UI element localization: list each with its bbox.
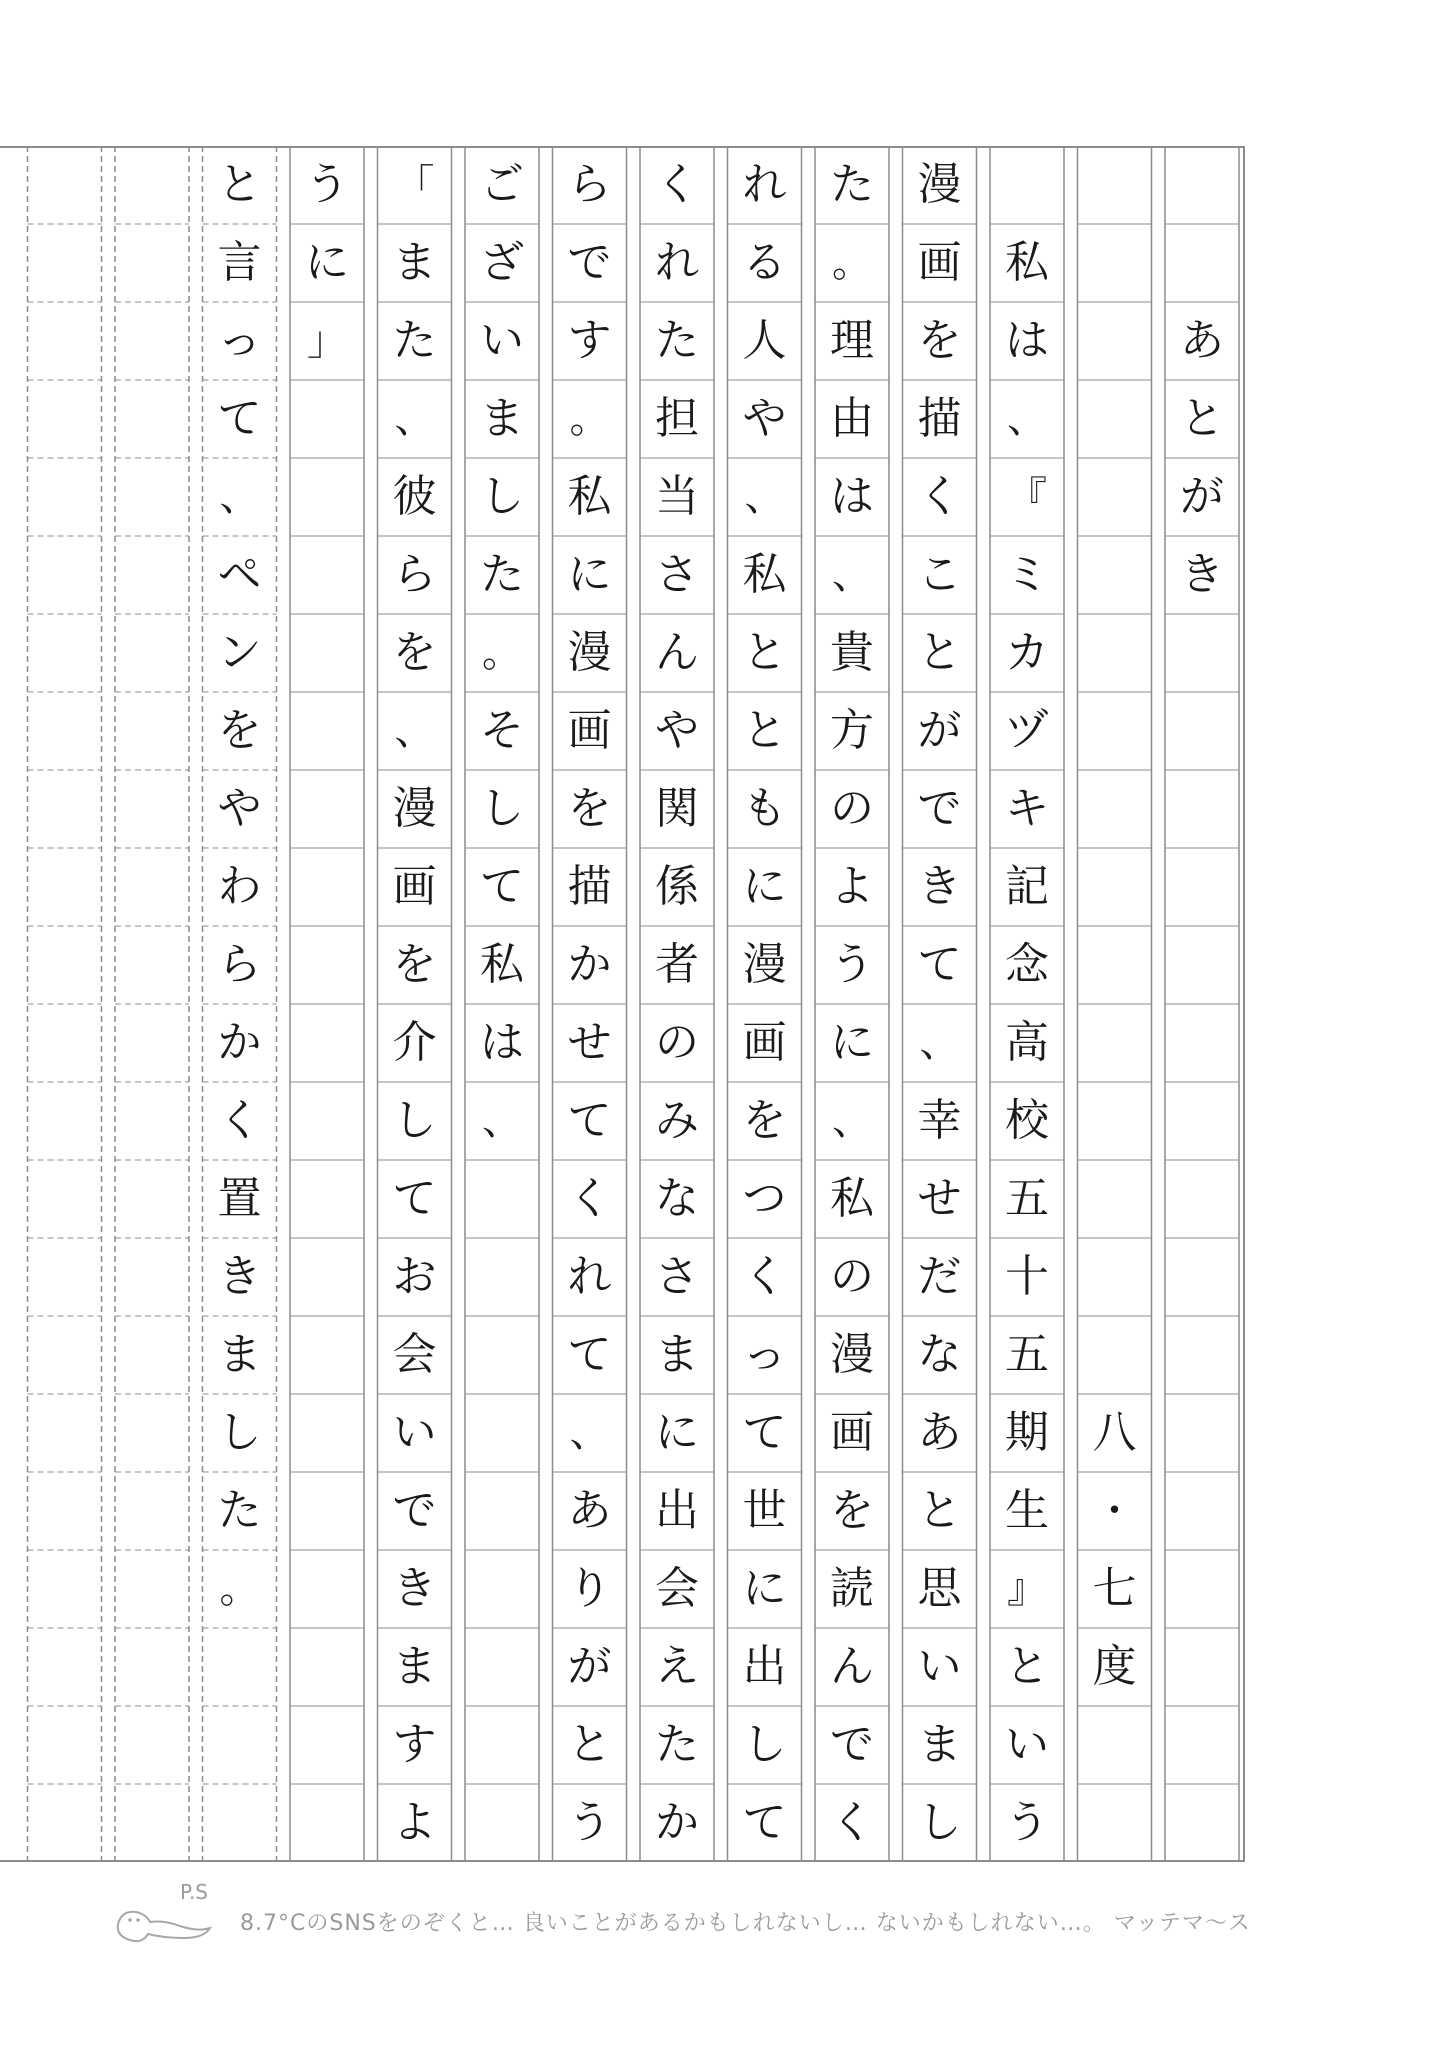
manuscript-char: や — [217, 783, 262, 834]
manuscript-char: ら — [567, 159, 612, 210]
manuscript-char: て — [392, 1173, 437, 1224]
manuscript-char: 画 — [830, 1407, 874, 1458]
manuscript-char: 貴 — [830, 627, 874, 678]
manuscript-char: す — [567, 315, 612, 366]
manuscript-char: ペ — [217, 549, 262, 600]
manuscript-char: な — [917, 1329, 962, 1380]
manuscript-char: 画 — [917, 237, 962, 288]
manuscript-char: っ — [217, 315, 262, 366]
manuscript-char: い — [1005, 1719, 1049, 1770]
manuscript-char: 漫 — [742, 939, 787, 990]
manuscript-column-line-1 — [990, 146, 1064, 1862]
manuscript-char: て — [742, 1797, 787, 1848]
manuscript-char: て — [742, 1407, 787, 1458]
manuscript-char: 七 — [1092, 1563, 1137, 1614]
manuscript-char: を — [392, 939, 437, 990]
manuscript-char: の — [655, 1017, 699, 1068]
manuscript-char: な — [655, 1173, 699, 1224]
manuscript-char: し — [480, 783, 524, 834]
manuscript-char: 』 — [1007, 1566, 1047, 1612]
manuscript-char: 言 — [217, 237, 262, 288]
manuscript-char: ご — [480, 159, 524, 210]
manuscript-char: 「 — [394, 162, 435, 208]
manuscript-char: た — [392, 315, 437, 366]
manuscript-char: 会 — [392, 1329, 437, 1380]
manuscript-char: 描 — [917, 393, 962, 444]
manuscript-char: た — [655, 315, 699, 366]
manuscript-char: の — [830, 783, 874, 834]
manuscript-char: 、 — [744, 474, 785, 520]
manuscript-char: を — [917, 315, 962, 366]
manuscript-char: 思 — [917, 1563, 962, 1614]
manuscript-char: り — [567, 1563, 612, 1614]
manuscript-char: 担 — [655, 393, 699, 444]
manuscript-char: き — [217, 1251, 262, 1302]
manuscript-column-line-7 — [465, 146, 539, 1862]
manuscript-char: よ — [830, 861, 874, 912]
manuscript-char: に — [742, 861, 787, 912]
manuscript-char: 。 — [569, 396, 610, 442]
manuscript-char: 、 — [832, 552, 872, 598]
manuscript-char: 出 — [655, 1485, 699, 1536]
manuscript-char: き — [392, 1563, 437, 1614]
manuscript-char: で — [917, 783, 962, 834]
manuscript-char: 出 — [742, 1641, 787, 1692]
manuscript-char: や — [742, 393, 787, 444]
manuscript-char: 理 — [830, 315, 874, 366]
manuscript-char: る — [742, 237, 787, 288]
manuscript-char: か — [567, 939, 612, 990]
manuscript-char: せ — [567, 1017, 612, 1068]
manuscript-char: 係 — [655, 861, 699, 912]
manuscript-char: 介 — [392, 1017, 437, 1068]
manuscript-char: と — [917, 627, 962, 678]
manuscript-char: 」 — [307, 318, 347, 364]
manuscript-char: に — [830, 1017, 874, 1068]
manuscript-char: と — [742, 705, 787, 756]
manuscript-char: を — [567, 783, 612, 834]
manuscript-char: し — [480, 471, 524, 522]
manuscript-char: の — [830, 1251, 874, 1302]
manuscript-char: 由 — [830, 393, 874, 444]
manuscript-char: ら — [217, 939, 262, 990]
manuscript-char: よ — [392, 1797, 437, 1848]
manuscript-char: を — [217, 705, 262, 756]
manuscript-char: て — [480, 861, 524, 912]
manuscript-char: と — [217, 159, 262, 210]
manuscript-char: 会 — [655, 1563, 699, 1614]
manuscript-char: 漫 — [917, 159, 962, 210]
manuscript-char: と — [1180, 393, 1224, 444]
manuscript-char: う — [567, 1797, 612, 1848]
manuscript-char: で — [567, 237, 612, 288]
manuscript-char: を — [392, 627, 437, 678]
manuscript-char: 画 — [567, 705, 612, 756]
manuscript-char: 人 — [742, 315, 787, 366]
manuscript-column-byline — [1078, 146, 1152, 1862]
manuscript-column-line-8 — [378, 146, 452, 1862]
manuscript-column-title — [1165, 146, 1239, 1862]
manuscript-char: う — [830, 939, 874, 990]
manuscript-char: く — [217, 1095, 262, 1146]
manuscript-char: ミ — [1005, 549, 1049, 600]
manuscript-char: と — [1005, 1641, 1049, 1692]
manuscript-char: う — [305, 159, 349, 210]
manuscript-char: 校 — [1005, 1095, 1049, 1146]
manuscript-char: ら — [392, 549, 437, 600]
manuscript-char: 記 — [1005, 861, 1049, 912]
manuscript-char: 描 — [567, 861, 612, 912]
manuscript-char: 高 — [1005, 1017, 1049, 1068]
manuscript-char: み — [655, 1095, 699, 1146]
manuscript-char: さ — [655, 1251, 699, 1302]
manuscript-char: 。 — [219, 1566, 260, 1612]
manuscript-char: 、 — [569, 1410, 610, 1456]
manuscript-char: が — [1180, 471, 1224, 522]
manuscript-char: 漫 — [567, 627, 612, 678]
manuscript-char: そ — [480, 705, 524, 756]
manuscript-char: 私 — [567, 471, 612, 522]
manuscript-char: ま — [655, 1329, 699, 1380]
manuscript-char: し — [742, 1719, 787, 1770]
manuscript-char: え — [655, 1641, 699, 1692]
manuscript-char: に — [567, 549, 612, 600]
manuscript-char: か — [217, 1017, 262, 1068]
manuscript-char: た — [217, 1485, 262, 1536]
manuscript-char: は — [830, 471, 874, 522]
manuscript-char: だ — [917, 1251, 962, 1302]
manuscript-char: ざ — [480, 237, 524, 288]
manuscript-char: せ — [917, 1173, 962, 1224]
manuscript-char: れ — [655, 237, 699, 288]
manuscript-char: 度 — [1092, 1641, 1137, 1692]
manuscript-char: う — [1005, 1797, 1049, 1848]
manuscript-char: て — [917, 939, 962, 990]
manuscript-char: 世 — [742, 1485, 787, 1536]
manuscript-char: ヅ — [1005, 705, 1049, 756]
manuscript-char: や — [655, 705, 699, 756]
manuscript-char: 十 — [1005, 1251, 1049, 1302]
manuscript-char: 五 — [1005, 1329, 1049, 1380]
manuscript-column-line-10 — [203, 146, 277, 1862]
manuscript-char: あ — [917, 1407, 962, 1458]
manuscript-char: を — [742, 1095, 787, 1146]
manuscript-char: ま — [392, 237, 437, 288]
manuscript-char: キ — [1005, 783, 1049, 834]
manuscript-char: 私 — [480, 939, 524, 990]
manuscript-char: く — [742, 1251, 787, 1302]
manuscript-column-line-2 — [903, 146, 977, 1862]
manuscript-char: 生 — [1005, 1485, 1049, 1536]
manuscript-char: 私 — [1005, 237, 1049, 288]
manuscript-char: 私 — [742, 549, 787, 600]
manuscript-column-line-3 — [815, 146, 889, 1862]
manuscript-char: 、 — [394, 396, 435, 442]
manuscript-char: か — [655, 1797, 699, 1848]
manuscript-char: 漫 — [392, 783, 437, 834]
manuscript-char: ま — [480, 393, 524, 444]
manuscript-char: と — [917, 1485, 962, 1536]
manuscript-char: ん — [655, 627, 699, 678]
manuscript-char: 『 — [1007, 474, 1047, 520]
manuscript-char: れ — [742, 159, 787, 210]
manuscript-char: き — [1180, 549, 1224, 600]
manuscript-char: ・ — [1094, 1488, 1135, 1534]
manuscript-column-line-4 — [728, 146, 802, 1862]
manuscript-char: く — [830, 1797, 874, 1848]
manuscript-char: は — [1005, 315, 1049, 366]
manuscript-char: く — [567, 1173, 612, 1224]
manuscript-char: で — [392, 1485, 437, 1536]
postscript-label: P.S — [180, 1880, 208, 1904]
manuscript-char: お — [392, 1251, 437, 1302]
manuscript-char: ま — [217, 1329, 262, 1380]
manuscript-char: て — [567, 1095, 612, 1146]
manuscript-char: 、 — [482, 1098, 522, 1144]
manuscript-char: っ — [742, 1329, 787, 1380]
manuscript-char: 。 — [832, 240, 872, 286]
manuscript-column-line-6 — [553, 146, 627, 1862]
manuscript-column-line-9 — [290, 146, 364, 1862]
manuscript-char: い — [392, 1407, 437, 1458]
manuscript-column-line-5 — [640, 146, 714, 1862]
manuscript-char: 。 — [482, 630, 522, 676]
manuscript-char: が — [567, 1641, 612, 1692]
manuscript-char: カ — [1005, 627, 1049, 678]
manuscript-char: 、 — [394, 708, 435, 754]
manuscript-char: 者 — [655, 939, 699, 990]
manuscript-char: あ — [567, 1485, 612, 1536]
manuscript-char: に — [742, 1563, 787, 1614]
manuscript-char: で — [830, 1719, 874, 1770]
manuscript-char: が — [917, 705, 962, 756]
manuscript-char: 置 — [217, 1173, 262, 1224]
manuscript-char: あ — [1180, 315, 1224, 366]
manuscript-char: も — [742, 783, 787, 834]
manuscript-sheet — [0, 146, 1245, 1862]
manuscript-char: 期 — [1005, 1407, 1049, 1458]
manuscript-char: ん — [830, 1641, 874, 1692]
manuscript-char: に — [655, 1407, 699, 1458]
manuscript-char: 画 — [392, 861, 437, 912]
manuscript-char: た — [830, 159, 874, 210]
manuscript-char: し — [392, 1095, 437, 1146]
manuscript-char: 彼 — [392, 471, 437, 522]
manuscript-char: 漫 — [830, 1329, 874, 1380]
postscript-footer — [110, 1880, 1260, 1960]
manuscript-char: 念 — [1005, 939, 1049, 990]
manuscript-char: し — [217, 1407, 262, 1458]
manuscript-char: と — [742, 627, 787, 678]
manuscript-char: い — [917, 1641, 962, 1692]
manuscript-char: 、 — [1007, 396, 1047, 442]
manuscript-char: 方 — [830, 705, 874, 756]
postscript-text: 8.7°CのSNSをのぞくと… 良いことがあるかもしれないし… ないかもしれない…。 マッテマ〜ス — [240, 1911, 1251, 1936]
manuscript-char: き — [917, 861, 962, 912]
manuscript-char: く — [917, 471, 962, 522]
manuscript-char: は — [480, 1017, 524, 1068]
manuscript-char: わ — [217, 861, 262, 912]
manuscript-char: 当 — [655, 471, 699, 522]
manuscript-char: ま — [392, 1641, 437, 1692]
manuscript-char: に — [305, 237, 349, 288]
manuscript-char: 五 — [1005, 1173, 1049, 1224]
manuscript-char: ン — [217, 627, 262, 678]
manuscript-char: た — [655, 1719, 699, 1770]
manuscript-char: 私 — [830, 1173, 874, 1224]
manuscript-char: 、 — [919, 1020, 960, 1066]
manuscript-char: て — [217, 393, 262, 444]
manuscript-char: 、 — [832, 1098, 872, 1144]
manuscript-char: と — [567, 1719, 612, 1770]
manuscript-char: 関 — [655, 783, 699, 834]
manuscript-char: ま — [917, 1719, 962, 1770]
manuscript-char: い — [480, 315, 524, 366]
manuscript-char: て — [567, 1329, 612, 1380]
manuscript-char: 画 — [742, 1017, 787, 1068]
manuscript-char: 、 — [219, 474, 260, 520]
manuscript-char: つ — [742, 1173, 787, 1224]
manuscript-char: す — [392, 1719, 437, 1770]
manuscript-char: れ — [567, 1251, 612, 1302]
manuscript-char: 幸 — [917, 1095, 962, 1146]
manuscript-char: く — [655, 159, 699, 210]
manuscript-char: こ — [917, 549, 962, 600]
manuscript-char: さ — [655, 549, 699, 600]
manuscript-char: 八 — [1092, 1407, 1137, 1458]
manuscript-char: た — [480, 549, 524, 600]
manuscript-char: を — [830, 1485, 874, 1536]
manuscript-char: 読 — [830, 1563, 874, 1614]
manuscript-char: し — [917, 1797, 962, 1848]
